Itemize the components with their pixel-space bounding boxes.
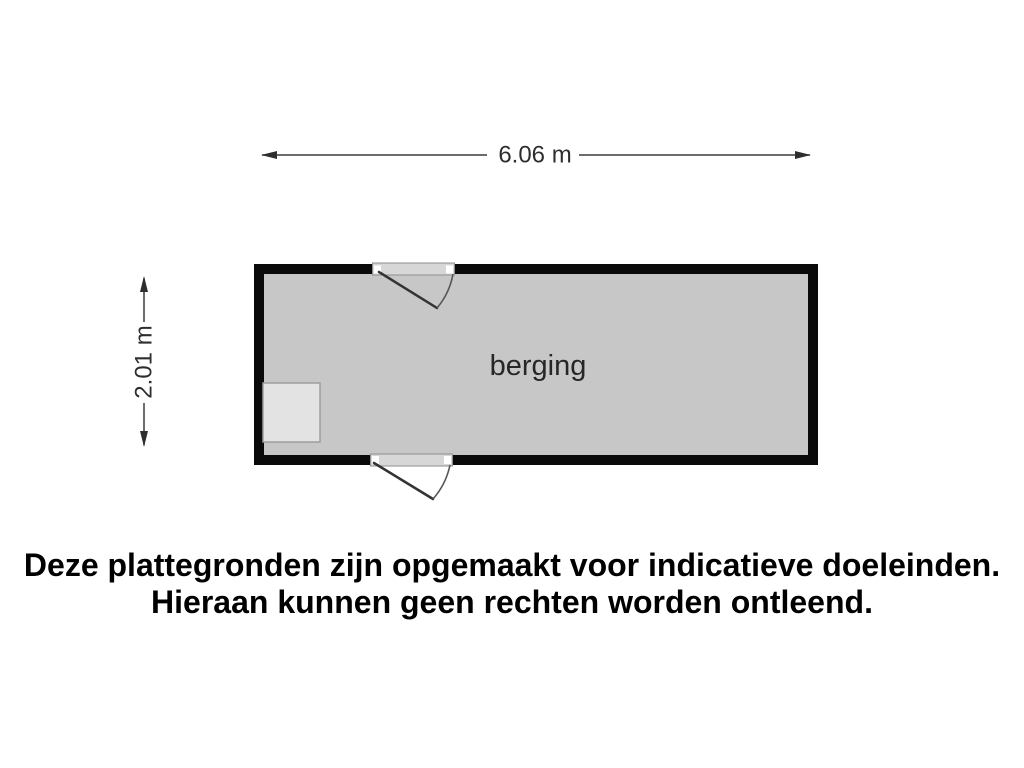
disclaimer-line-1: Deze plattegronden zijn opgemaakt voor indicatieve doeleinden. (23, 547, 1001, 583)
disclaimer-line-2: Hieraan kunnen geen rechten worden ontleend. (151, 584, 873, 620)
depth-dimension (131, 276, 158, 447)
door-jamb-bottom-right (444, 456, 451, 464)
door-opening-bottom (371, 454, 453, 466)
door-opening-top (373, 263, 455, 275)
depth-dimension-label: 2.01 m (130, 325, 158, 399)
door-bottom (371, 454, 453, 499)
room-label: berging (489, 350, 587, 382)
arrow-down-icon (140, 431, 148, 447)
door-jamb-top-right (446, 266, 453, 274)
fixture (263, 383, 320, 442)
door-swing-arc-bottom (433, 465, 450, 499)
arrow-left-icon (261, 151, 277, 159)
arrow-up-icon (140, 276, 148, 292)
disclaimer-text (0, 547, 1024, 621)
width-dimension-label: 6.06 m (498, 141, 572, 169)
door-leaf-bottom (374, 463, 433, 499)
width-dimension (261, 142, 811, 169)
arrow-right-icon (795, 151, 811, 159)
